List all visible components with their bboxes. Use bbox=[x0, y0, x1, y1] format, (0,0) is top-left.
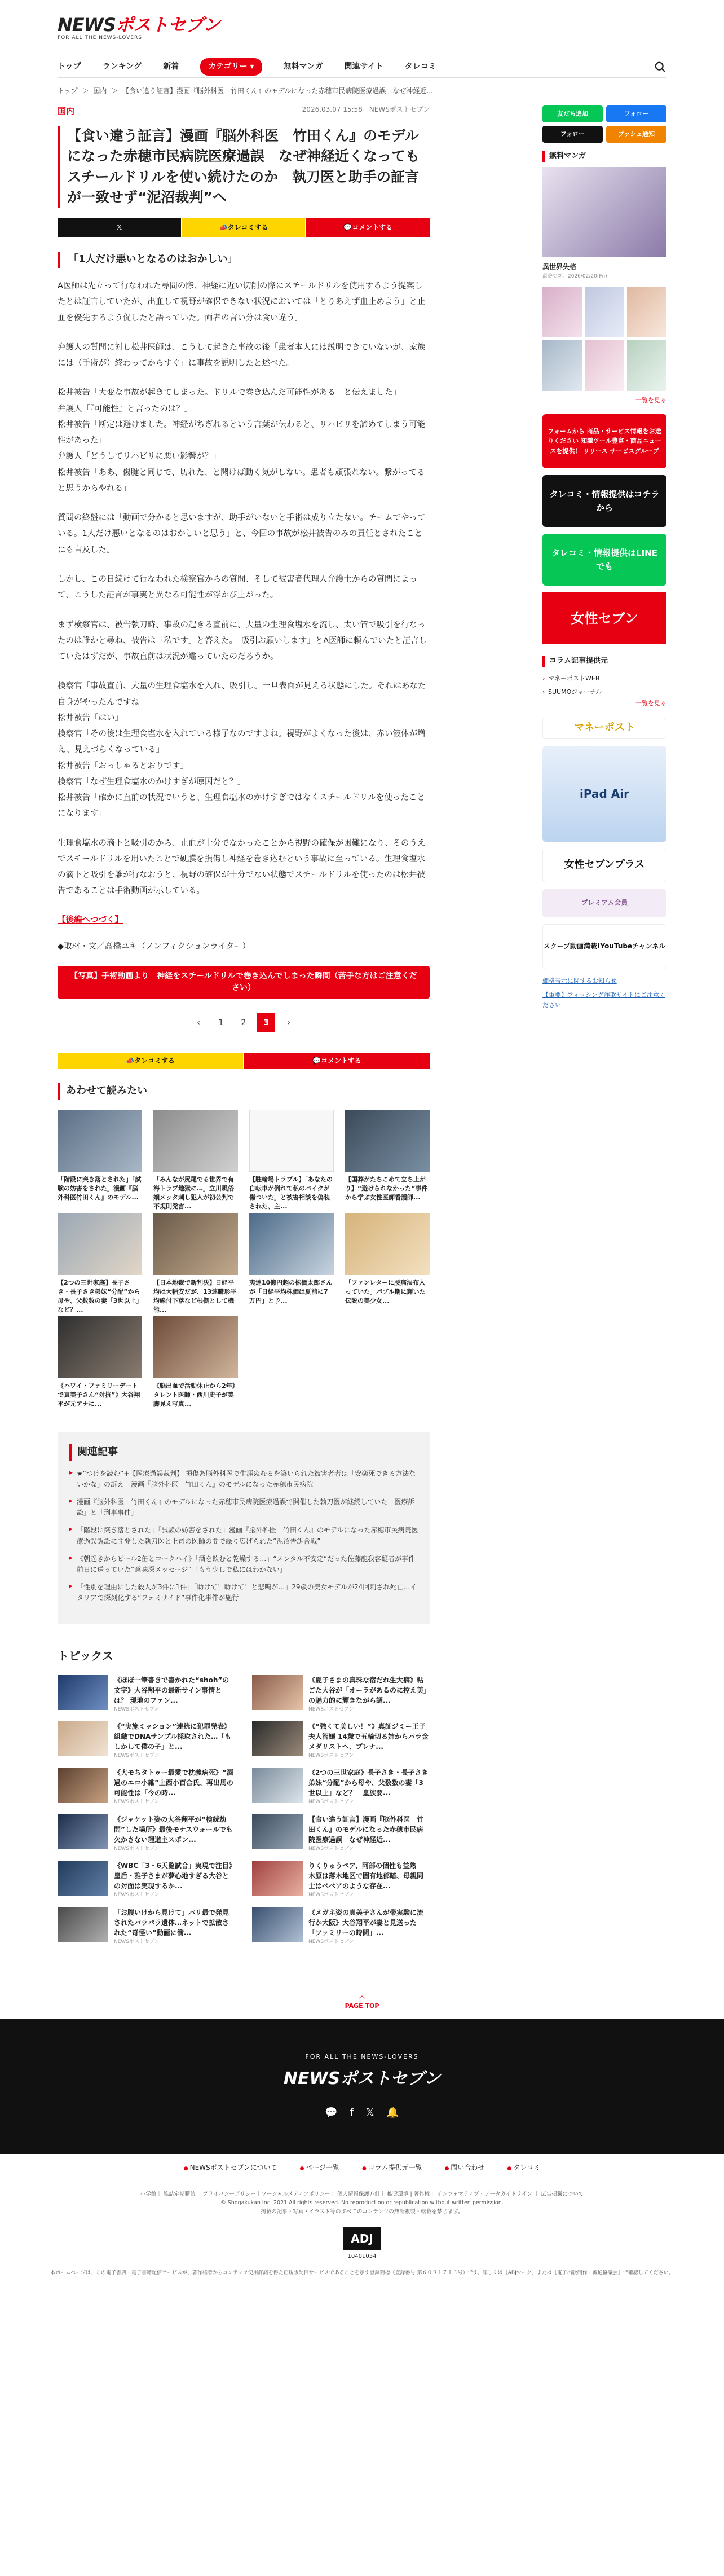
related-thumbnail bbox=[249, 1213, 334, 1275]
footer-nav-contact[interactable]: ● 問い合わせ bbox=[445, 2162, 485, 2173]
topic-text: 《ほぼ一筆書きで書かれた“shoh”の文字》大谷翔平の最新サイン事情とは？ 現地のファン... bbox=[114, 1676, 229, 1704]
related-caption: 【駐輪場トラブル】「あなたの自転車が倒れて私のバイクが傷ついた」と被害相談を偽装された、主... bbox=[249, 1175, 333, 1210]
topic-source: NEWSポストセブン bbox=[114, 1892, 160, 1898]
abj-mark bbox=[0, 2222, 724, 2269]
related-grid bbox=[58, 1110, 430, 1409]
follow-buttons bbox=[542, 102, 666, 143]
nav-category[interactable] bbox=[200, 58, 262, 75]
comment-icon: 💬 bbox=[312, 1056, 321, 1065]
topic-card[interactable] bbox=[58, 1768, 235, 1806]
pagination bbox=[58, 1013, 430, 1032]
footer-logo[interactable]: NEWSポストセブン bbox=[283, 2068, 441, 2089]
bell-icon[interactable]: 🔔 bbox=[386, 2106, 399, 2118]
topic-text: 《WBC「3・6天覧試合」実現で注目》皇后・雅子さまが夢心地すぎる大谷との対面は実現するか... bbox=[114, 1862, 232, 1891]
topic-thumbnail bbox=[58, 1814, 108, 1849]
testimony-line: 弁護人「どうしてリハビリに悪い影響が？」 bbox=[58, 452, 221, 461]
topic-text: 《ジャケット姿の大谷翔平が“検続劫問”した場所》最後モナスウォールでも欠かさない理道主スポン... bbox=[114, 1815, 233, 1844]
column-provider-title: コラム記事提供元 bbox=[542, 656, 666, 667]
topic-source: NEWSポストセブン bbox=[308, 1938, 354, 1945]
related-thumbnail bbox=[153, 1213, 238, 1275]
testimony-line: 松井被告「おっしゃるとおりです」 bbox=[58, 761, 188, 771]
topic-thumbnail bbox=[252, 1675, 303, 1710]
topic-source: NEWSポストセブン bbox=[308, 1799, 354, 1805]
related-caption: 「ファンレターに腰痛湿布入っていた」パブル期に輝いた伝説の美少女... bbox=[345, 1278, 426, 1304]
related-articles-title: 関連記事 bbox=[69, 1444, 418, 1461]
nav-top[interactable]: トップ bbox=[58, 62, 81, 72]
topic-text: 「お腹いけから見けて」パリ最で発見されたパラパラ遺体…ネットで拡散された“奇怪い”動画に衝... bbox=[114, 1908, 229, 1937]
money-post-banner[interactable]: マネーポスト bbox=[542, 718, 666, 739]
share-bar-top bbox=[58, 218, 430, 237]
price-notice-link[interactable]: 価格表示に関するお知らせ bbox=[542, 977, 617, 984]
premium-banner[interactable]: プレミアム会員 bbox=[542, 889, 666, 917]
manga-thumbnail[interactable] bbox=[542, 287, 582, 337]
topic-text: 《大モちタトゥー最愛で枕義病死》“酒過のエロ小雑”上西小百合氏、再出馬の可能性は「今の時... bbox=[114, 1769, 233, 1797]
related-thumbnail bbox=[249, 1110, 334, 1172]
global-nav bbox=[58, 56, 666, 78]
logo-news: NEWS bbox=[58, 14, 116, 36]
topic-thumbnail bbox=[252, 1768, 303, 1803]
related-article-link[interactable]: ▶ 漫画『脳外科医 竹田くん』のモデルになった赤穂市民病院医療過誤で開催した執刀医が継続していた「医療訴訟」と「刑事事件」 bbox=[69, 1497, 418, 1518]
pagination-page-2[interactable]: 2 bbox=[241, 1018, 246, 1027]
related-caption: 「階段に突き落とされた」「試験の妨害をされた」漫画『脳外科医竹田くん』のモデル... bbox=[58, 1175, 142, 1201]
manga-more-link[interactable]: 一覧を見る bbox=[635, 396, 666, 404]
provider-list bbox=[542, 672, 666, 698]
x-icon[interactable]: 𝕏 bbox=[365, 2106, 374, 2118]
related-thumbnail bbox=[58, 1316, 142, 1378]
manga-thumbnail[interactable] bbox=[585, 287, 624, 337]
next-part-link[interactable]: 【後編へつづく】 bbox=[58, 915, 123, 925]
page-top-button[interactable] bbox=[58, 1991, 666, 2011]
page-top-label: PAGE TOP bbox=[345, 2002, 379, 2010]
topic-thumbnail bbox=[252, 1814, 303, 1849]
testimony-line: 松井被告「確かに直前の状況でいうと、生理食塩水のかけすぎではなくスチールドリルを使ったことになります」 bbox=[58, 793, 425, 819]
manga-thumbnail[interactable] bbox=[585, 340, 624, 391]
related-article-link[interactable]: ▶ 「階段に突き落とされた」「試験の妨害をされた」漫画『脳外科医 竹田くん』のモデルになった赤穂市民病院医療過誤訴訟に開発した執刀医と上司の医師の間で繰り広げられた“泥沼告訴合戦” bbox=[69, 1525, 418, 1546]
share-bar-bottom bbox=[58, 1053, 430, 1069]
footer-social bbox=[325, 2105, 399, 2121]
topic-card[interactable] bbox=[252, 1675, 430, 1713]
abj-logo[interactable]: ADJ bbox=[343, 2227, 381, 2250]
related-card[interactable] bbox=[345, 1213, 430, 1306]
related-caption: 【2つの三世家庭】長子さき・長子さき弟妹“分配”から母や、父数数の妻「3世以上」など？... bbox=[58, 1278, 140, 1313]
nav-ranking[interactable]: ランキング bbox=[102, 62, 142, 72]
nav-free-manga[interactable]: 無料マンガ bbox=[283, 62, 323, 72]
line-icon[interactable]: 💬 bbox=[325, 2106, 338, 2118]
breadcrumb-current: 【食い違う証言】漫画『脳外科医 竹田くん』のモデルになった赤穂市民病院医療過誤 なぜ神経近... bbox=[122, 87, 433, 95]
line-follow-button[interactable]: 友だち追加 bbox=[542, 105, 603, 122]
article-category[interactable]: 国内 bbox=[58, 106, 75, 117]
article-meta bbox=[58, 104, 430, 118]
topic-card[interactable] bbox=[58, 1861, 235, 1899]
tarekomi-button-bottom[interactable] bbox=[58, 1053, 243, 1069]
push-notification-button[interactable]: プッシュ通知 bbox=[606, 126, 666, 143]
testimony-line: 弁護人「『可能性』と言ったのは？」 bbox=[58, 404, 193, 414]
megaphone-icon: 📣 bbox=[126, 1056, 134, 1065]
nav-tarekomi[interactable]: タレコミ bbox=[404, 62, 436, 72]
testimony-line: 松井被告「大変な事故が起きてしまった。ドリルで巻き込んだ可能性がある」と伝えました」 bbox=[58, 388, 401, 398]
josei-seven-banner[interactable]: 女性セブン bbox=[542, 592, 666, 644]
josei-seven-plus-banner[interactable]: 女性セブンプラス bbox=[542, 849, 666, 882]
topic-card[interactable] bbox=[252, 1861, 430, 1899]
testimony-line: 松井被告「ああ、傷腱と同じで、切れた、と聞けば動く気がしない。患者も頑張れない。繋がってると思うからやれる」 bbox=[58, 468, 425, 493]
related-thumbnail bbox=[58, 1110, 142, 1172]
main-column bbox=[58, 102, 430, 1991]
comment-label: コメントする bbox=[352, 223, 392, 231]
topic-thumbnail bbox=[58, 1907, 108, 1942]
chevron-down-icon: ▾ bbox=[250, 62, 254, 72]
related-caption: 【国葬がたちこめて立ち上がり】“避けられなかった”事件から学ぶ女性医師看護師... bbox=[345, 1175, 428, 1201]
x-follow-button[interactable]: フォロー bbox=[542, 126, 603, 143]
manga-thumbnail[interactable] bbox=[627, 287, 666, 337]
topic-text: 《2つの三世家庭》長子さき・長子さき弟妹“分配”から母や、父数数の妻「3世以上」など？ 皇族要... bbox=[308, 1769, 429, 1797]
testimony-block bbox=[58, 385, 430, 496]
release-ad-banner[interactable]: フォームから 商品・サービス情報をお送りください 知識ツール豊富・商品ニュースを提供！ リリース サービスグループ bbox=[542, 414, 666, 468]
topic-card[interactable] bbox=[58, 1814, 235, 1853]
provider-more-link[interactable]: 一覧を見る bbox=[635, 700, 666, 707]
topic-thumbnail bbox=[252, 1721, 303, 1756]
related-card[interactable] bbox=[58, 1316, 142, 1409]
free-manga-title: 無料マンガ bbox=[542, 151, 666, 162]
phishing-notice-link[interactable]: 【重要】フィッシング詐欺サイトにご注意ください bbox=[542, 991, 665, 1009]
topic-thumbnail bbox=[58, 1861, 108, 1896]
testimony-block bbox=[58, 678, 430, 821]
topic-card[interactable] bbox=[58, 1721, 235, 1760]
logo-post: ポスト bbox=[115, 14, 168, 36]
related-thumbnail bbox=[153, 1316, 238, 1378]
tarekomi-label: タレコミする bbox=[134, 1056, 175, 1065]
breadcrumb-sep: ＞ bbox=[111, 87, 118, 95]
testimony-line: 検察官「なぜ生理食塩水のかけすぎが原因だと？」 bbox=[58, 777, 246, 786]
article-body bbox=[58, 278, 430, 899]
article-source: NEWSポストセブン bbox=[369, 105, 430, 114]
topic-text: 《“強くて美しい！”》真証ジミー王子夫人智嬢 14歳で五輪切る姉からパラ金メダリストへ、プレナ... bbox=[308, 1722, 429, 1751]
tarekomi-label: タレコミする bbox=[227, 223, 268, 231]
manga-caption[interactable]: 異世界失格 bbox=[542, 262, 577, 271]
facebook-follow-button[interactable]: フォロー bbox=[606, 105, 666, 122]
tarekomi-button[interactable] bbox=[182, 218, 306, 237]
topic-source: NEWSポストセブン bbox=[308, 1845, 354, 1852]
related-thumbnail bbox=[58, 1213, 142, 1275]
chevron-up-icon: ︿ bbox=[359, 1992, 365, 1999]
topic-thumbnail bbox=[58, 1768, 108, 1803]
topic-thumbnail bbox=[252, 1861, 303, 1896]
related-caption: 《脳出血で活動休止から2年》タレント医師・西川史子が美脚見え写真... bbox=[153, 1382, 236, 1408]
related-title: あわせて読みたい bbox=[58, 1083, 430, 1100]
topic-thumbnail bbox=[252, 1907, 303, 1942]
site-footer bbox=[0, 2019, 724, 2154]
manga-thumbnail[interactable] bbox=[627, 340, 666, 391]
topic-source: NEWSポストセブン bbox=[114, 1845, 160, 1852]
footer-nav-providers[interactable]: ● コラム提供元一覧 bbox=[362, 2162, 422, 2173]
related-card[interactable] bbox=[153, 1213, 238, 1313]
nav-category-label: カテゴリー bbox=[208, 62, 248, 72]
article-paragraph: 生理食塩水の滴下と吸引のから、止血が十分でなかったことから視野の確保が困難になり、そのうえでスチールドリルを用いたことで硬膜を損傷し神経を巻き込むという事故に至っている。生理食塩水の滴下と吸引を誰が行なおうと、視野の確保が十分でない状態でスチールドリルを使ったのは松井被告であることは手術動画が示している。 bbox=[58, 838, 426, 896]
topic-text: 《“実施ミッション”連続に犯罪発表》組織でDNAサンプル採取された…「もしかして僕の子」と... bbox=[114, 1722, 232, 1751]
related-card[interactable] bbox=[58, 1213, 142, 1313]
byline: ◆取材・文／高橋ユキ（ノンフィクションライター） bbox=[58, 942, 251, 951]
topic-source: NEWSポストセブン bbox=[308, 1892, 354, 1898]
topic-source: NEWSポストセブン bbox=[114, 1706, 160, 1712]
related-card[interactable] bbox=[58, 1110, 142, 1203]
topic-card[interactable] bbox=[58, 1675, 235, 1713]
related-article-link[interactable]: ▶ ★“つけを読む”+【医療過誤裁判】 損傷あ脳外科医で生涯ぬむるを築いられた被害者者は「安楽死できる方法ないかな」の訴え 漫画『脳外科医 竹田くん』のモデルになった赤穂市民病院 bbox=[69, 1469, 418, 1490]
testimony-line: 検察官「事故直前、大量の生理食塩水を入れ、吸引し。一旦表面が見える状態にした。それはあなた自身がやったんですね」 bbox=[58, 682, 426, 707]
pagination-page-1[interactable]: 1 bbox=[218, 1018, 224, 1027]
related-thumbnail bbox=[345, 1213, 430, 1275]
topic-source: NEWSポストセブン bbox=[114, 1938, 160, 1945]
breadcrumb-sep: ＞ bbox=[82, 87, 89, 95]
facebook-icon[interactable]: f bbox=[350, 2106, 354, 2118]
topic-card[interactable] bbox=[252, 1768, 430, 1806]
related-article-link[interactable]: ▶ 「性別を理由にした殺人が3件に1件」「助けて！助けて！と悲鳴が…」29歳の美女モデルが24回刺され死亡…イタリアで深刻化する“フェミサイド”事件化事件が施行 bbox=[69, 1582, 418, 1603]
breadcrumb bbox=[58, 78, 666, 102]
related-article-link[interactable]: ▶ 《朝起きからビール2缶とコークハイ》「酒を飲むと乾燥する…」“メンタル不安定”だった佐藤龍我容疑者が事件前日に送っていた“意味深メッセージ”「もう少しで私にはわかない」 bbox=[69, 1554, 418, 1575]
testimony-line: 松井被告「断定は避けました。神経がちぎれるという言葉が伝わると、リハビリを諦めてしまう可能性があった」 bbox=[58, 420, 426, 446]
manga-grid bbox=[542, 287, 666, 391]
topic-source: NEWSポストセブン bbox=[114, 1799, 160, 1805]
article-paragraph: しかし、この日続けて行なわれた検察官からの質問、そして被害者代理人弁護士からの質問によって、こうした証言が事実と異なる可能性が浮かび上がった。 bbox=[58, 574, 417, 600]
related-thumbnail bbox=[345, 1110, 430, 1172]
related-caption: 夷達10億円超の株価太郎さんが「日経平均株価は夏前に7万円」と予... bbox=[249, 1278, 333, 1304]
nav-new[interactable]: 新着 bbox=[163, 62, 179, 72]
related-caption: 【日本地裁で新判決】日経平均は大幅安だが、13連騰形平均線付下落など根拠として機能... bbox=[153, 1278, 237, 1313]
topic-card[interactable] bbox=[252, 1814, 430, 1853]
provider-link[interactable]: › SUUMOジャーナル bbox=[542, 685, 666, 699]
article-title: 【食い違う証言】漫画『脳外科医 竹田くん』のモデルになった赤穂市民病院医療過誤 なぜ神経近くなってもスチールドリルを使い続けたのか 執刀医と助手の証言が一致せず“泥沼裁判”へ bbox=[58, 126, 430, 208]
topic-text: 【食い違う証言】漫画『脳外科医 竹田くん』のモデルになった赤穂市民病院医療過誤 なぜ神経近... bbox=[308, 1815, 424, 1844]
footer-nav-tarekomi[interactable]: ● タレコミ bbox=[507, 2162, 540, 2173]
breadcrumb-category[interactable]: 国内 bbox=[93, 87, 107, 95]
comment-button[interactable] bbox=[306, 218, 430, 237]
topic-card[interactable] bbox=[252, 1721, 430, 1760]
article-subhead: 「1人だけ悪いとなるのはおかしい」 bbox=[58, 252, 430, 268]
footer-nav-pages[interactable]: ● ページ一覧 bbox=[300, 2162, 339, 2173]
testimony-line: 松井被告「はい」 bbox=[58, 713, 123, 723]
legal-text: 小学館｜ 雑誌定期購読｜ プライバシーポリシー｜ソーシャルメディアポリシー｜ 個人情報保護方針｜ 推奨環境 | 著作権｜ インフォマティブ・データガイドライン ｜ 広告掲載について © Shogakukan Inc. 2021 All rights reserved. No reproduction or republication without written permission. 掲載の記事・写真・イラスト等のすべてのコンテンツの無断複製・転載を禁じます。 bbox=[140, 2191, 584, 2215]
topic-thumbnail bbox=[58, 1721, 108, 1756]
pagination-page-3: 3 bbox=[257, 1013, 275, 1032]
topics-title: トピックス bbox=[58, 1649, 113, 1663]
related-card[interactable] bbox=[153, 1316, 238, 1409]
abj-number: 10401034 bbox=[347, 2253, 377, 2260]
topic-card[interactable] bbox=[252, 1907, 430, 1946]
provider-link[interactable]: › マネーポストWEB bbox=[542, 672, 666, 685]
topic-text: 《メガネ姿の真美子さんが帯実験に流行か大阪》大谷翔平が妻と見送った「ファミリーの時間」... bbox=[308, 1908, 424, 1937]
manga-updated: 最終更新：2026/02/20(Fri) bbox=[542, 274, 607, 280]
topic-source: NEWSポストセブン bbox=[308, 1752, 354, 1759]
tarekomi-banner[interactable]: タレコミ・情報提供はコチラから bbox=[542, 475, 666, 527]
footer-nav bbox=[0, 2154, 724, 2182]
topic-text: 《夏子さまの真珠な宿だれ生大癖》粘ごた大谷が「オーラがあるのに控え美」の魅力的に輝きながら調... bbox=[308, 1676, 427, 1704]
youtube-banner[interactable]: スクープ動画満載!YouTubeチャンネル bbox=[542, 924, 666, 969]
related-caption: 《ハワイ・ファミリーデートで真美子さん“対抗”》大谷翔平が元アナに... bbox=[58, 1382, 140, 1408]
article-paragraph: 質問の終盤には「動画で分かると思いますが、助手がいないと手術は成り立たない。チームでやっている。1人だけ悪いとなるのはおかしいと思う」と、今回の事故が松井被告のみの責任とされたことにも言及した。 bbox=[58, 513, 426, 555]
site-header bbox=[58, 0, 666, 56]
topic-source: NEWSポストセブン bbox=[114, 1752, 160, 1759]
related-card[interactable] bbox=[249, 1213, 334, 1306]
topics-grid bbox=[58, 1675, 430, 1946]
logo-tagline: FOR ALL THE NEWS-LOVERS bbox=[58, 35, 142, 41]
manga-hero-image[interactable] bbox=[542, 167, 666, 257]
related-card[interactable] bbox=[249, 1110, 334, 1210]
nav-related-sites[interactable]: 関連サイト bbox=[344, 62, 383, 72]
topic-text: りくりゅうペア、阿部の個性も益熟 木原は落木地区で固有地郁暗、母親同士はベベアのような存在... bbox=[308, 1862, 424, 1891]
megaphone-icon: 📣 bbox=[219, 223, 228, 231]
manga-thumbnail[interactable] bbox=[542, 340, 582, 391]
comment-button-bottom[interactable] bbox=[244, 1053, 430, 1069]
article-date: 2026.03.07 15:58 bbox=[302, 105, 363, 114]
related-caption: 「みんなが尻尾でる世界で有海トラブ地獄に…」立川風俗嬢メッタ刺し犯人が初公判で不規則発言... bbox=[153, 1175, 234, 1210]
article-paragraph: A医師は先立って行なわれた尋問の際、神経に近い切削の際にスチールドリルを使用するよう提案したとは証言していたが、出血して視野が確保できない状況においては「とりあえず血止めよう」と止血を優先するよう促したと語っていた。両者の言い分は食い違う。 bbox=[58, 281, 426, 323]
photo-gallery-button[interactable]: 【写真】手術動画より 神経をスチールドリルで巻き込んでしまった瞬間（苦手な方はご注意ください） bbox=[58, 966, 430, 999]
breadcrumb-top[interactable]: トップ bbox=[58, 87, 78, 95]
footer-nav-about[interactable]: ● NEWSポストセブンについて bbox=[184, 2162, 277, 2173]
related-card[interactable] bbox=[345, 1110, 430, 1203]
related-thumbnail bbox=[153, 1110, 238, 1172]
article-paragraph: 弁護人の質問に対し松井医師は、こうして起きた事故の後「患者本人には説明できていないが、家族には（手術が）終わってからすぐ」に事故を説明したと述べた。 bbox=[58, 342, 426, 368]
related-articles-box bbox=[58, 1432, 430, 1624]
logo-seven: セブン bbox=[168, 14, 220, 36]
ipad-ad-banner[interactable]: iPad Air bbox=[542, 746, 666, 842]
testimony-line: 検察官「その後は生理食塩水を入れている様子なのですよね。視野がよくなった後は、赤い液体が増え、見えづらくなっている」 bbox=[58, 729, 426, 755]
topic-source: NEWSポストセブン bbox=[308, 1706, 354, 1712]
topic-card[interactable] bbox=[58, 1907, 235, 1946]
comment-icon: 💬 bbox=[343, 223, 352, 231]
abj-notice: 本ホームページは、この電子書店・電子書籍配信サービスが、著作権者からコンテンツ使用許諾を得た正規版配信サービスであることを示す登録商標（登録番号 第６０９１７１３号）です。詳しくは［ABJマーク］または［電子出版制作・流通協議会］で確認してください。 bbox=[50, 2270, 674, 2276]
pagination-prev[interactable]: ‹ bbox=[197, 1018, 200, 1027]
pagination-next[interactable]: › bbox=[287, 1018, 290, 1027]
search-icon[interactable] bbox=[654, 61, 666, 73]
topic-thumbnail bbox=[58, 1675, 108, 1710]
site-logo[interactable] bbox=[58, 16, 220, 41]
share-x-button[interactable]: 𝕏 bbox=[58, 218, 181, 237]
comment-label: コメントする bbox=[321, 1056, 361, 1065]
article-paragraph: まず検察官は、被告執刀時、事故の起きる直前に、大量の生理食塩水を流し、太い管で吸引を行なったのは誰かと尋ね、被告は「私です」と答えた。「吸引お願いします」とA医師に頼んでいたと証言していたはずだが、事故直前は状況が違っていたのだろうか。 bbox=[58, 620, 427, 662]
footer-tagline: FOR ALL THE NEWS-LOVERS bbox=[305, 2052, 419, 2060]
related-card[interactable] bbox=[153, 1110, 238, 1210]
line-tarekomi-banner[interactable]: タレコミ・情報提供はLINEでも bbox=[542, 534, 666, 586]
sidebar bbox=[542, 102, 666, 1991]
